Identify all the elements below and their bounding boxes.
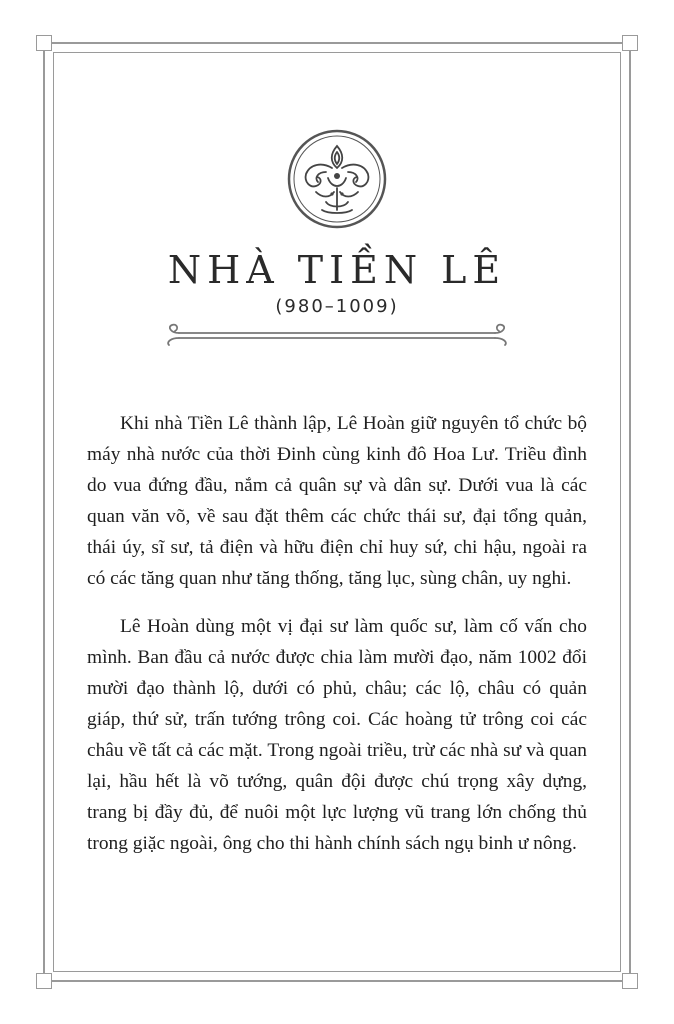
corner-ornament-top-left: [36, 35, 52, 51]
lotus-medallion-icon: [286, 128, 388, 230]
paragraph: Khi nhà Tiền Lê thành lập, Lê Hoàn giữ nguyên tổ chức bộ máy nhà nước của thời Đinh cùng kinh đô Hoa Lư. Triều đình do vua đứng đầu, nắm cả quân sự và dân sự. Dưới vua là các quan văn võ, về sau đặt thêm các chức thái sư, đại tổng quản, thái úy, sĩ sư, tả điện và hữu điện chỉ huy sứ, chi hậu, ngoài ra có các tăng quan như tăng thống, tăng lục, sùng chân, uy nghi.: [87, 413, 587, 589]
chapter-years: (980–1009): [275, 296, 399, 317]
chapter-body: [87, 408, 587, 876]
paragraph: Lê Hoàn dùng một vị đại sư làm quốc sư, làm cố vấn cho mình. Ban đầu cả nước được chia làm mười đạo, năm 1002 đổi mười đạo thành lộ, dưới có phủ, châu; các lộ, châu có quản giáp, thứ sử, trấn tướng trông coi. Các hoàng tử trông coi các châu về tất cả các mặt. Trong ngoài triều, trừ các nhà sư và quan lại, hầu hết là võ tướng, quân đội được chú trọng xây dựng, trang bị đầy đủ, để nuôi một lực lượng vũ trang lớn chống thủ trong giặc ngoài, ông cho thi hành chính sách ngụ binh ư nông.: [87, 616, 587, 854]
corner-ornament-top-right: [622, 35, 638, 51]
corner-ornament-bottom-right: [622, 973, 638, 989]
corner-ornament-bottom-left: [36, 973, 52, 989]
scroll-divider-icon: [163, 323, 511, 347]
chapter-title: NHÀ TIỀN LÊ: [167, 248, 507, 292]
